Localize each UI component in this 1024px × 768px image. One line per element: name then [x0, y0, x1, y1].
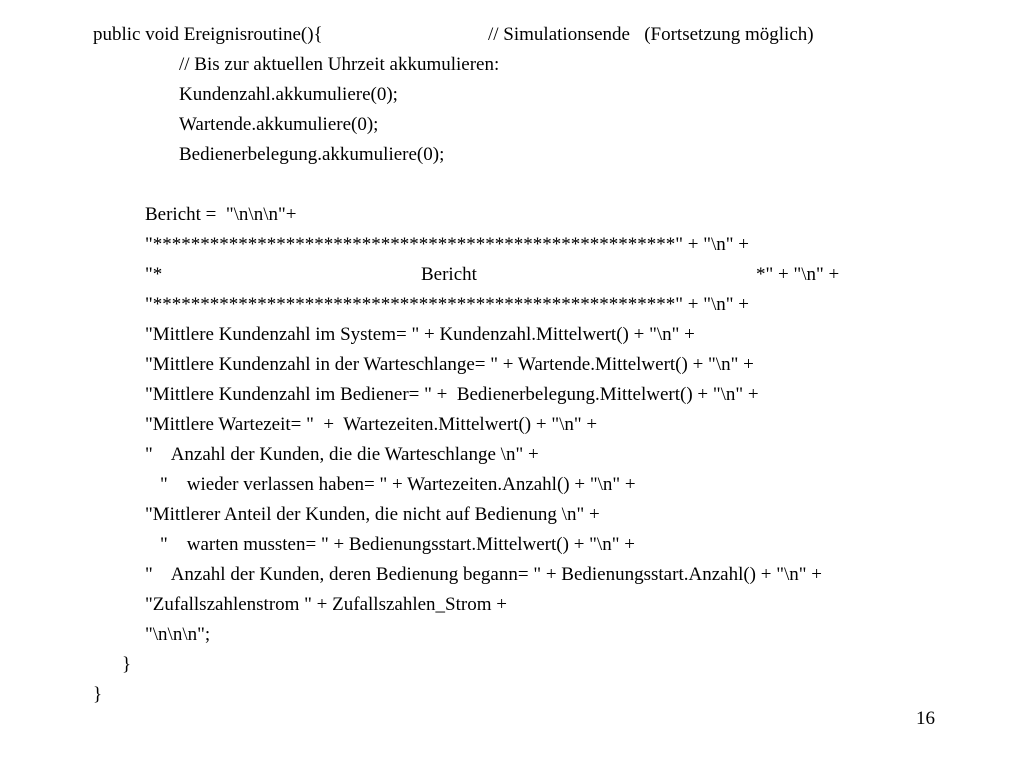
code-line-bericht-init: Bericht = "\n\n\n"+ — [145, 204, 297, 225]
code-line-header-star-right: *" + "\n" + — [756, 264, 840, 285]
code-line-stars-top: "*******************************************************" + "\n" + — [145, 234, 749, 255]
code-line-bedienerbelegung: Bedienerbelegung.akkumuliere(0); — [179, 144, 445, 165]
code-line-stars-bottom: "*******************************************************" + "\n" + — [145, 294, 749, 315]
code-line-comment-simulation-end: // Simulationsende (Fortsetzung möglich) — [488, 24, 814, 45]
code-line-kundenzahl-warteschlange: "Mittlere Kundenzahl in der Warteschlange= " + Wartende.Mittelwert() + "\n" + — [145, 354, 754, 375]
code-line-wartende: Wartende.akkumuliere(0); — [179, 114, 379, 135]
code-line-bedienung-begann: " Anzahl der Kunden, deren Bedienung begann= " + Bedienungsstart.Anzahl() + "\n" + — [145, 564, 822, 585]
code-line-zufallszahlenstrom: "Zufallszahlenstrom " + Zufallszahlen_Strom + — [145, 594, 507, 615]
code-line-warten-mussten: " warten mussten= " + Bedienungsstart.Mittelwert() + "\n" + — [160, 534, 635, 555]
code-line-wieder-verlassen: " wieder verlassen haben= " + Wartezeiten.Anzahl() + "\n" + — [160, 474, 636, 495]
code-line-comment-accumulate: // Bis zur aktuellen Uhrzeit akkumulieren: — [179, 54, 500, 75]
page-number: 16 — [916, 708, 935, 729]
code-line-outer-brace: } — [93, 684, 103, 705]
code-line-anteil-kunden: "Mittlerer Anteil der Kunden, die nicht auf Bedienung \n" + — [145, 504, 600, 525]
code-line-bericht-end: "\n\n\n"; — [145, 624, 211, 645]
code-line-method-signature: public void Ereignisroutine(){ — [93, 24, 323, 45]
code-line-wartezeit: "Mittlere Wartezeit= " + Wartezeiten.Mittelwert() + "\n" + — [145, 414, 598, 435]
code-line-inner-brace: } — [122, 654, 132, 675]
code-line-header-star-left: "* — [145, 264, 163, 285]
code-line-kundenzahl-bediener: "Mittlere Kundenzahl im Bediener= " + Bedienerbelegung.Mittelwert() + "\n" + — [145, 384, 759, 405]
code-line-header-title: Bericht — [421, 264, 477, 285]
code-line-kundenzahl: Kundenzahl.akkumuliere(0); — [179, 84, 398, 105]
code-line-anzahl-kunden-warteschlange: " Anzahl der Kunden, die die Warteschlange \n" + — [145, 444, 539, 465]
code-line-kundenzahl-system: "Mittlere Kundenzahl im System= " + Kundenzahl.Mittelwert() + "\n" + — [145, 324, 695, 345]
